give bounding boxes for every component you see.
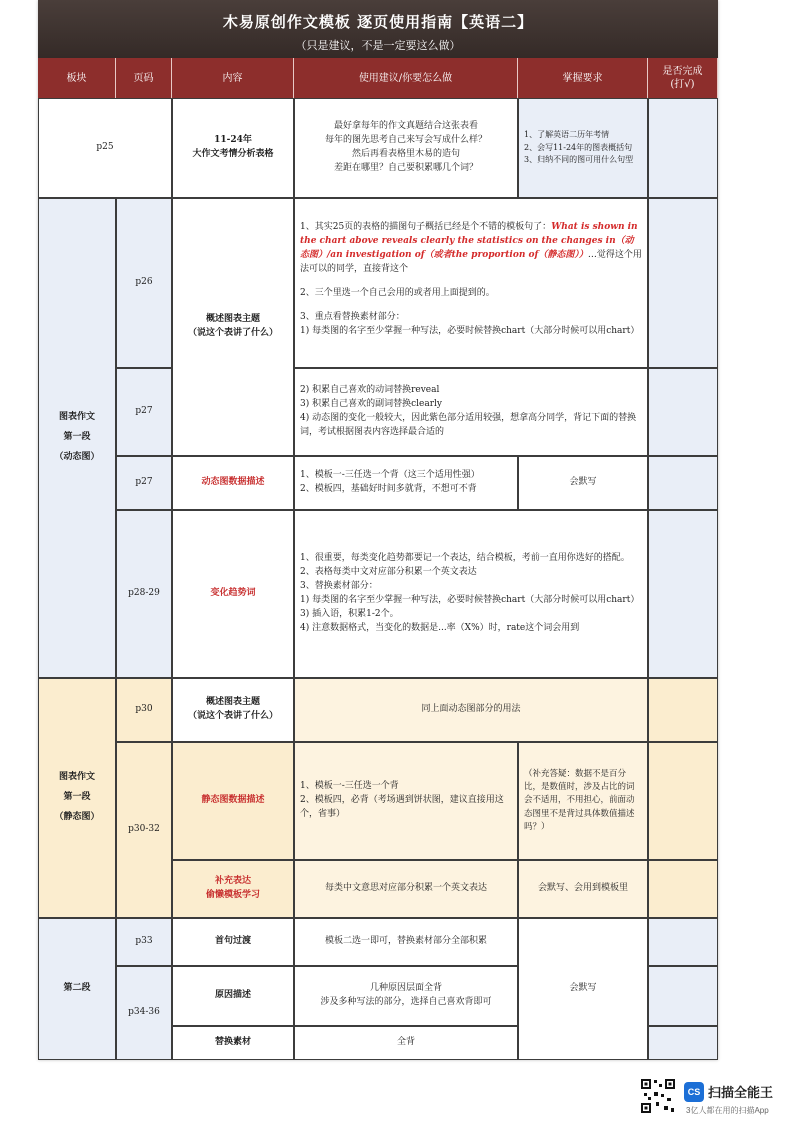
table-cell-content: 11-24年 大作文考情分析表格 bbox=[172, 98, 294, 198]
table-cell-advice: 同上面动态图部分的用法 bbox=[294, 678, 648, 742]
table-cell-page: p25 bbox=[38, 98, 172, 198]
table-cell-page: p30-32 bbox=[116, 742, 172, 918]
table-cell-page: p27 bbox=[116, 368, 172, 456]
table-cell-content: 变化趋势词 bbox=[172, 510, 294, 678]
header-done: 是否完成 (打√) bbox=[648, 58, 718, 98]
section-label-dynamic: 图表作文 第一段 （动态图） bbox=[38, 198, 116, 678]
done-checkbox bbox=[648, 98, 718, 198]
header-page: 页码 bbox=[116, 58, 172, 98]
table-cell-content: 替换素材 bbox=[172, 1026, 294, 1060]
table-cell-content: 首句过渡 bbox=[172, 918, 294, 966]
advice-line: 3、重点看替换素材部分： bbox=[300, 311, 405, 322]
section-label-static: 图表作文 第一段 （静态图） bbox=[38, 678, 116, 918]
handwritten-note: the changes in（动态图）/an investigation of（或者the proportion of（静态图）） bbox=[300, 235, 634, 260]
done-checkbox bbox=[648, 456, 718, 510]
header-section: 板块 bbox=[38, 58, 116, 98]
done-checkbox bbox=[648, 860, 718, 918]
table-cell-content: 静态图数据描述 bbox=[172, 742, 294, 860]
table-cell-content: 动态图数据描述 bbox=[172, 456, 294, 510]
header-advice: 使用建议/你要怎么做 bbox=[294, 58, 518, 98]
page-title: 木易原创作文模板 逐页使用指南【英语二】 bbox=[222, 13, 534, 31]
table-cell-advice: 最好拿每年的作文真题结合这张表看 每年的图先思考自己来写会写成什么样？ 然后再看表格里木易的造句 差距在哪里？自己要积累哪几个词？ bbox=[294, 98, 518, 198]
table-cell-requirement: 会默写 bbox=[518, 918, 648, 1060]
done-checkbox bbox=[648, 678, 718, 742]
done-checkbox bbox=[648, 966, 718, 1026]
table-cell-advice: 1、模板一-三任选一个背 2、模板四，必背（考场遇到饼状图，建议直接用这个，省事） bbox=[294, 742, 518, 860]
table-cell-advice: 2) 积累自己喜欢的动词替换reveal 3) 积累自己喜欢的副词替换clearly 4) 动态图的变化一般较大，因此紫色部分适用较强，想拿高分同学，背记下面的替换词，考试根据图表内容选择最合适的 bbox=[294, 368, 648, 456]
done-checkbox bbox=[648, 1026, 718, 1060]
advice-line: 2、三个里选一个自己会用的或者用上面提到的。 bbox=[300, 287, 495, 298]
table-cell-page: p34-36 bbox=[116, 966, 172, 1060]
table-cell-content: 概述图表主题 （说这个表讲了什么） bbox=[172, 678, 294, 742]
qr-code-icon bbox=[640, 1078, 676, 1114]
advice-line: 1) 每类图的名字至少掌握一种写法，必要时候替换chart（大部分时候可以用chart） bbox=[300, 325, 640, 336]
table-cell-advice: 1、模板一-三任选一个背（这三个适用性强） 2、模板四，基础好时间多就背，不想可不背 bbox=[294, 456, 518, 510]
table-cell-advice: 模板二选一即可，替换素材部分全部积累 bbox=[294, 918, 518, 966]
table-cell-requirement: 会默写 bbox=[518, 456, 648, 510]
section-label-paragraph2: 第二段 bbox=[38, 918, 116, 1060]
watermark-tagline: 3亿人都在用的扫描App bbox=[686, 1106, 769, 1115]
table-cell-page: p33 bbox=[116, 918, 172, 966]
watermark-brand: 扫描全能王 bbox=[708, 1085, 774, 1100]
camscanner-logo-icon: CS bbox=[684, 1082, 704, 1102]
header-requirement: 掌握要求 bbox=[518, 58, 648, 98]
table-header bbox=[38, 58, 718, 98]
table-cell-content: 补充表达 偷懒模板学习 bbox=[172, 860, 294, 918]
advice-text-block bbox=[300, 221, 642, 339]
table-cell-page: p28-29 bbox=[116, 510, 172, 678]
table-cell-page: p30 bbox=[116, 678, 172, 742]
table-cell-page: p27 bbox=[116, 456, 172, 510]
advice-line: 1、其实25页的表格的描图句子概括已经是个不错的模板句了： bbox=[300, 222, 552, 232]
table-cell-advice: 全背 bbox=[294, 1026, 518, 1060]
done-checkbox bbox=[648, 198, 718, 368]
table-cell-page: p26 bbox=[116, 198, 172, 368]
header-content: 内容 bbox=[172, 58, 294, 98]
table-cell-requirement: （补充答疑：数据不是百分比，是数值时，涉及占比的词会不适用，不用担心，前面动态图里不是背过具体数值描述吗？） bbox=[518, 742, 648, 860]
title-bar bbox=[38, 0, 718, 58]
table-cell-advice: 几种原因层面全背 涉及多种写法的部分，选择自己喜欢背即可 bbox=[294, 966, 518, 1026]
table-cell-requirement: 会默写、会用到模板里 bbox=[518, 860, 648, 918]
done-checkbox bbox=[648, 510, 718, 678]
table-cell-advice: 每类中文意思对应部分积累一个英文表达 bbox=[294, 860, 518, 918]
page-subtitle: （只是建议，不是一定要这么做） bbox=[295, 39, 461, 52]
table-cell-requirement: 1、了解英语二历年考情 2、会写11-24年的图表概括句 3、归纳不同的图可用什么句型 bbox=[518, 98, 648, 198]
table-cell-advice bbox=[294, 198, 648, 368]
advice-line: …觉得这个用法可以的同学，直接背这个 bbox=[300, 249, 642, 274]
done-checkbox bbox=[648, 918, 718, 966]
handwritten-note: What is shown in the chart above reveals clearly the statistics on bbox=[300, 222, 638, 246]
table-cell-content: 原因描述 bbox=[172, 966, 294, 1026]
table-cell-advice: 1、很重要，每类变化趋势都要记一个表达，结合模板，考前一直用你选好的搭配。 2、表格每类中文对应部分积累一个英文表达 3、替换素材部分： 1) 每类图的名字至少掌握一种写法，必要时候替换chart（大部分时候可以用chart） 3) 插入语，积累1-2个。 4) 注意数据格式，当变化的数据是...率（X%）时，rate这个词会用到 bbox=[294, 510, 648, 678]
done-checkbox bbox=[648, 368, 718, 456]
table-cell-content: 概述图表主题 （说这个表讲了什么） bbox=[172, 198, 294, 456]
done-checkbox bbox=[648, 742, 718, 860]
